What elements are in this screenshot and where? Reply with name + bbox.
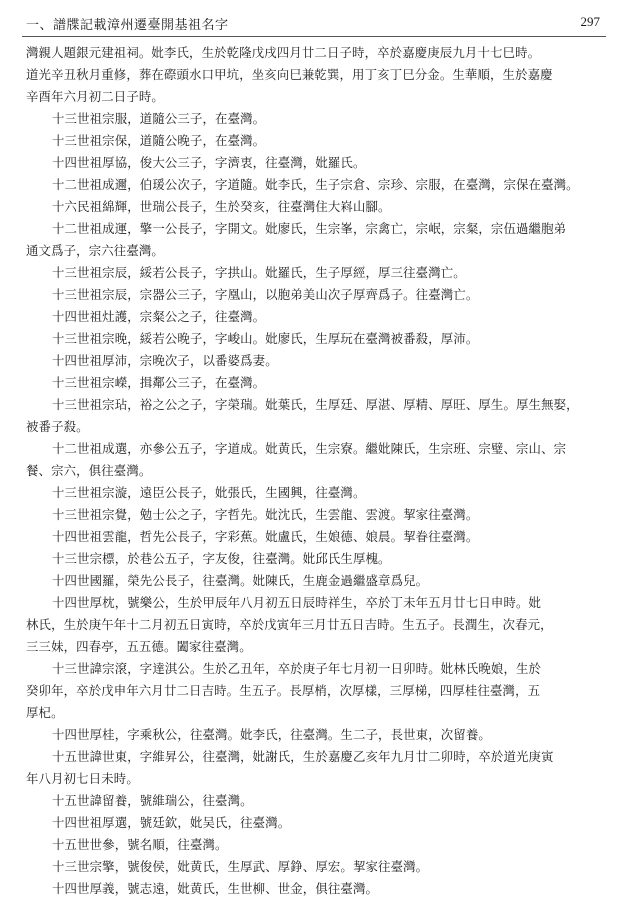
text-line: 十三世祖宗玷，裕之公之子，字榮瑞。妣葉氏，生厚廷、厚湛、厚精、厚旺、厚生。厚生無娶， — [52, 397, 579, 412]
text-line: 十四世祖雲龍，哲先公長子，字彩蕉。妣盧氏，生娘德、娘晨。挈眷往臺灣。 — [52, 529, 479, 544]
text-line: 十四世厚義，號志遠，妣黄氏，生世柳、世金，俱往臺灣。 — [52, 881, 379, 896]
text-line: 林氏，生於庚午年十二月初五日寅時，卒於戊寅年三月廿五日吉時。生五子。長潤生，次春元， — [26, 617, 553, 632]
text-line: 厚杞。 — [26, 705, 64, 720]
text-line: 十四世祖厚協，俊大公三子，字濟衷，往臺灣，妣羅氏。 — [52, 155, 366, 170]
text-line: 年八月初七日未時。 — [26, 771, 139, 786]
text-line: 十四世厚桂，字乘秋公，往臺灣。妣李氏，往臺灣。生二子，長世東，次留養。 — [52, 727, 491, 742]
text-line: 十三世祖宗辰，綏若公長子，字拱山。妣羅氏，生子厚經，厚三往臺灣亡。 — [52, 265, 466, 280]
text-line: 十二世祖成運，擎一公長子，字開文。妣廖氏，生宗峯，宗禽亡，宗岷，宗粲，宗伍過繼胞弟 — [52, 221, 567, 236]
text-line: 十三世宗標，於巷公五子，字友俊，往臺灣。妣邱氏生厚槐。 — [52, 551, 391, 566]
text-line: 十三世祖宗晚，綏若公晚子，字峻山。妣廖氏，生厚玩在臺灣被番殺，厚沛。 — [52, 331, 479, 346]
text-line: 十四世國羅，榮先公長子，往臺灣。妣陳氏，生鹿金過繼盛章爲兒。 — [52, 573, 429, 588]
text-line: 十二世祖成邇，伯瑗公次子，字道隨。妣李氏，生子宗倉、宗珍、宗服，在臺灣，宗保在臺灣。 — [52, 177, 579, 192]
text-line: 道光辛丑秋月重修，葬在磜頭水口甲坑，坐亥向巳兼乾巽，用丁亥丁巳分金。生華順，生於嘉慶 — [26, 67, 553, 82]
text-line: 十三世祖宗覺，勉士公之子，字哲先。妣沈氏，生雲龍、雲渡。挈家往臺灣。 — [52, 507, 479, 522]
text-line: 辛酉年六月初二日子時。 — [26, 89, 164, 104]
text-line: 餐、宗六，俱往臺灣。 — [26, 463, 152, 478]
text-line: 十五世世參，號名順，往臺灣。 — [52, 837, 228, 852]
text-line: 十三世宗擎，號俊侯，妣黄氏，生厚武、厚錚、厚宏。挈家往臺灣。 — [52, 859, 429, 874]
header-title: 一、譜牒記載漳州遷臺開基祖名字 — [26, 18, 229, 33]
text-line: 十三世祖宗辰，宗器公三子，字凰山，以胞弟美山次子厚齊爲子。往臺灣亡。 — [52, 287, 479, 302]
text-line: 十三世祖宗漩，遠臣公長子，妣張氏，生國興，往臺灣。 — [52, 485, 366, 500]
running-header — [22, 12, 606, 37]
text-line: 灣親人題銀元建祖祠。妣李氏，生於乾隆戊戌四月廿二日子時，卒於嘉慶庚辰九月十七巳時。 — [26, 45, 541, 60]
text-line: 十三世祖宗嶸，揖鄰公三子，在臺灣。 — [52, 375, 266, 390]
text-line: 十三世祖宗保，道隨公晚子，在臺灣。 — [52, 133, 266, 148]
text-line: 十四世厚枕，號樂公，生於甲辰年八月初五日辰時祥生，卒於丁未年五月廿七日申時。妣 — [52, 595, 542, 610]
text-line: 十五世諱留養，號維瑞公，往臺灣。 — [52, 793, 253, 808]
text-line: 十六民祖綿輝，世瑞公長子，生於癸亥，往臺灣住大嵙山腳。 — [52, 199, 391, 214]
text-line: 被番子殺。 — [26, 419, 89, 434]
text-line: 三三妹，四春亭，五五德。闔家往臺灣。 — [26, 639, 252, 654]
text-line: 十四世祖厚選，號廷欽，妣吴氏，往臺灣。 — [52, 815, 291, 830]
page-number: 297 — [580, 14, 600, 29]
text-line: 十三世諱宗滾，字達淇公。生於乙丑年，卒於庚子年七月初一日卯時。妣林氏晚娘，生於 — [52, 661, 542, 676]
text-line: 通文爲子，宗六往臺灣。 — [26, 243, 164, 258]
text-line: 癸卯年，卒於戊申年六月廿二日吉時。生五子。長厚梢，次厚樣，三厚梯，四厚桂往臺灣，五 — [26, 683, 541, 698]
text-line: 十四世祖厚沛，宗晚次子，以番婆爲妻。 — [52, 353, 278, 368]
text-line: 十四世祖灶護，宗粲公之子，往臺灣。 — [52, 309, 266, 324]
text-line: 十五世諱世東，字維昇公，往臺灣，妣謝氏，生於嘉慶乙亥年九月廿二卯時，卒於道光庚寅 — [52, 749, 554, 764]
document-body — [26, 42, 612, 900]
text-line: 十二世祖成選，亦參公五子，字道成。妣黄氏，生宗寮。繼妣陳氏，生宗班、宗璧、宗山、宗 — [52, 441, 567, 456]
text-line: 十三世祖宗服，道隨公三子，在臺灣。 — [52, 111, 266, 126]
